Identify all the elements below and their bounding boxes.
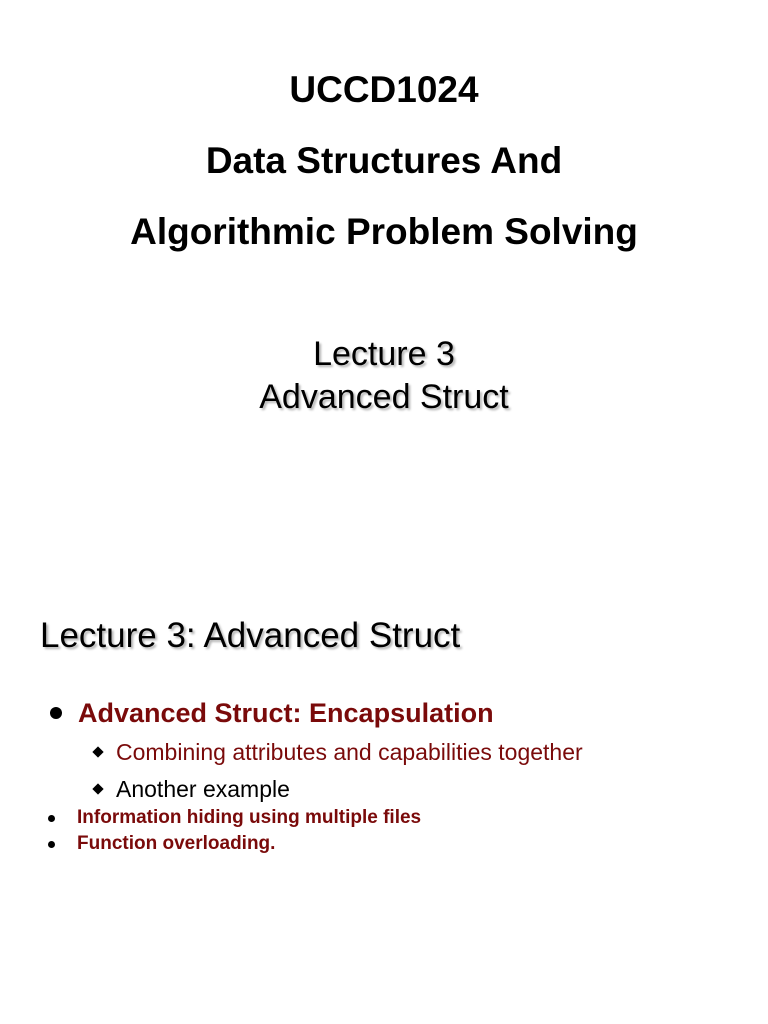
slide-title: Lecture 3: Advanced Struct [40, 616, 461, 655]
bullet-dot-icon [50, 707, 62, 719]
bullet-text: Function overloading. [77, 833, 276, 854]
diamond-bullet-icon [92, 783, 103, 794]
course-code: UCCD1024 [289, 69, 479, 110]
bullet-dot-icon [48, 841, 55, 848]
sub-bullet-text: Combining attributes and capabilities together [116, 739, 583, 765]
bullet-item [50, 696, 494, 730]
bullet-item [48, 806, 421, 830]
course-name-line-2: Algorithmic Problem Solving [130, 211, 638, 252]
diamond-bullet-icon [92, 746, 103, 757]
sub-bullet-item [92, 774, 290, 804]
bullet-item [48, 832, 275, 856]
bullet-text: Information hiding using multiple files [77, 807, 422, 828]
course-name-line-1: Data Structures And [205, 140, 563, 181]
bullet-text: Advanced Struct: Encapsulation [78, 698, 494, 728]
sub-bullet-text: Another example [116, 776, 290, 802]
bullet-dot-icon [48, 815, 55, 822]
outline-slide [0, 560, 768, 1024]
lecture-topic: Advanced Struct [259, 378, 509, 416]
sub-bullet-item [92, 737, 583, 767]
lecture-number: Lecture 3 [313, 335, 455, 373]
